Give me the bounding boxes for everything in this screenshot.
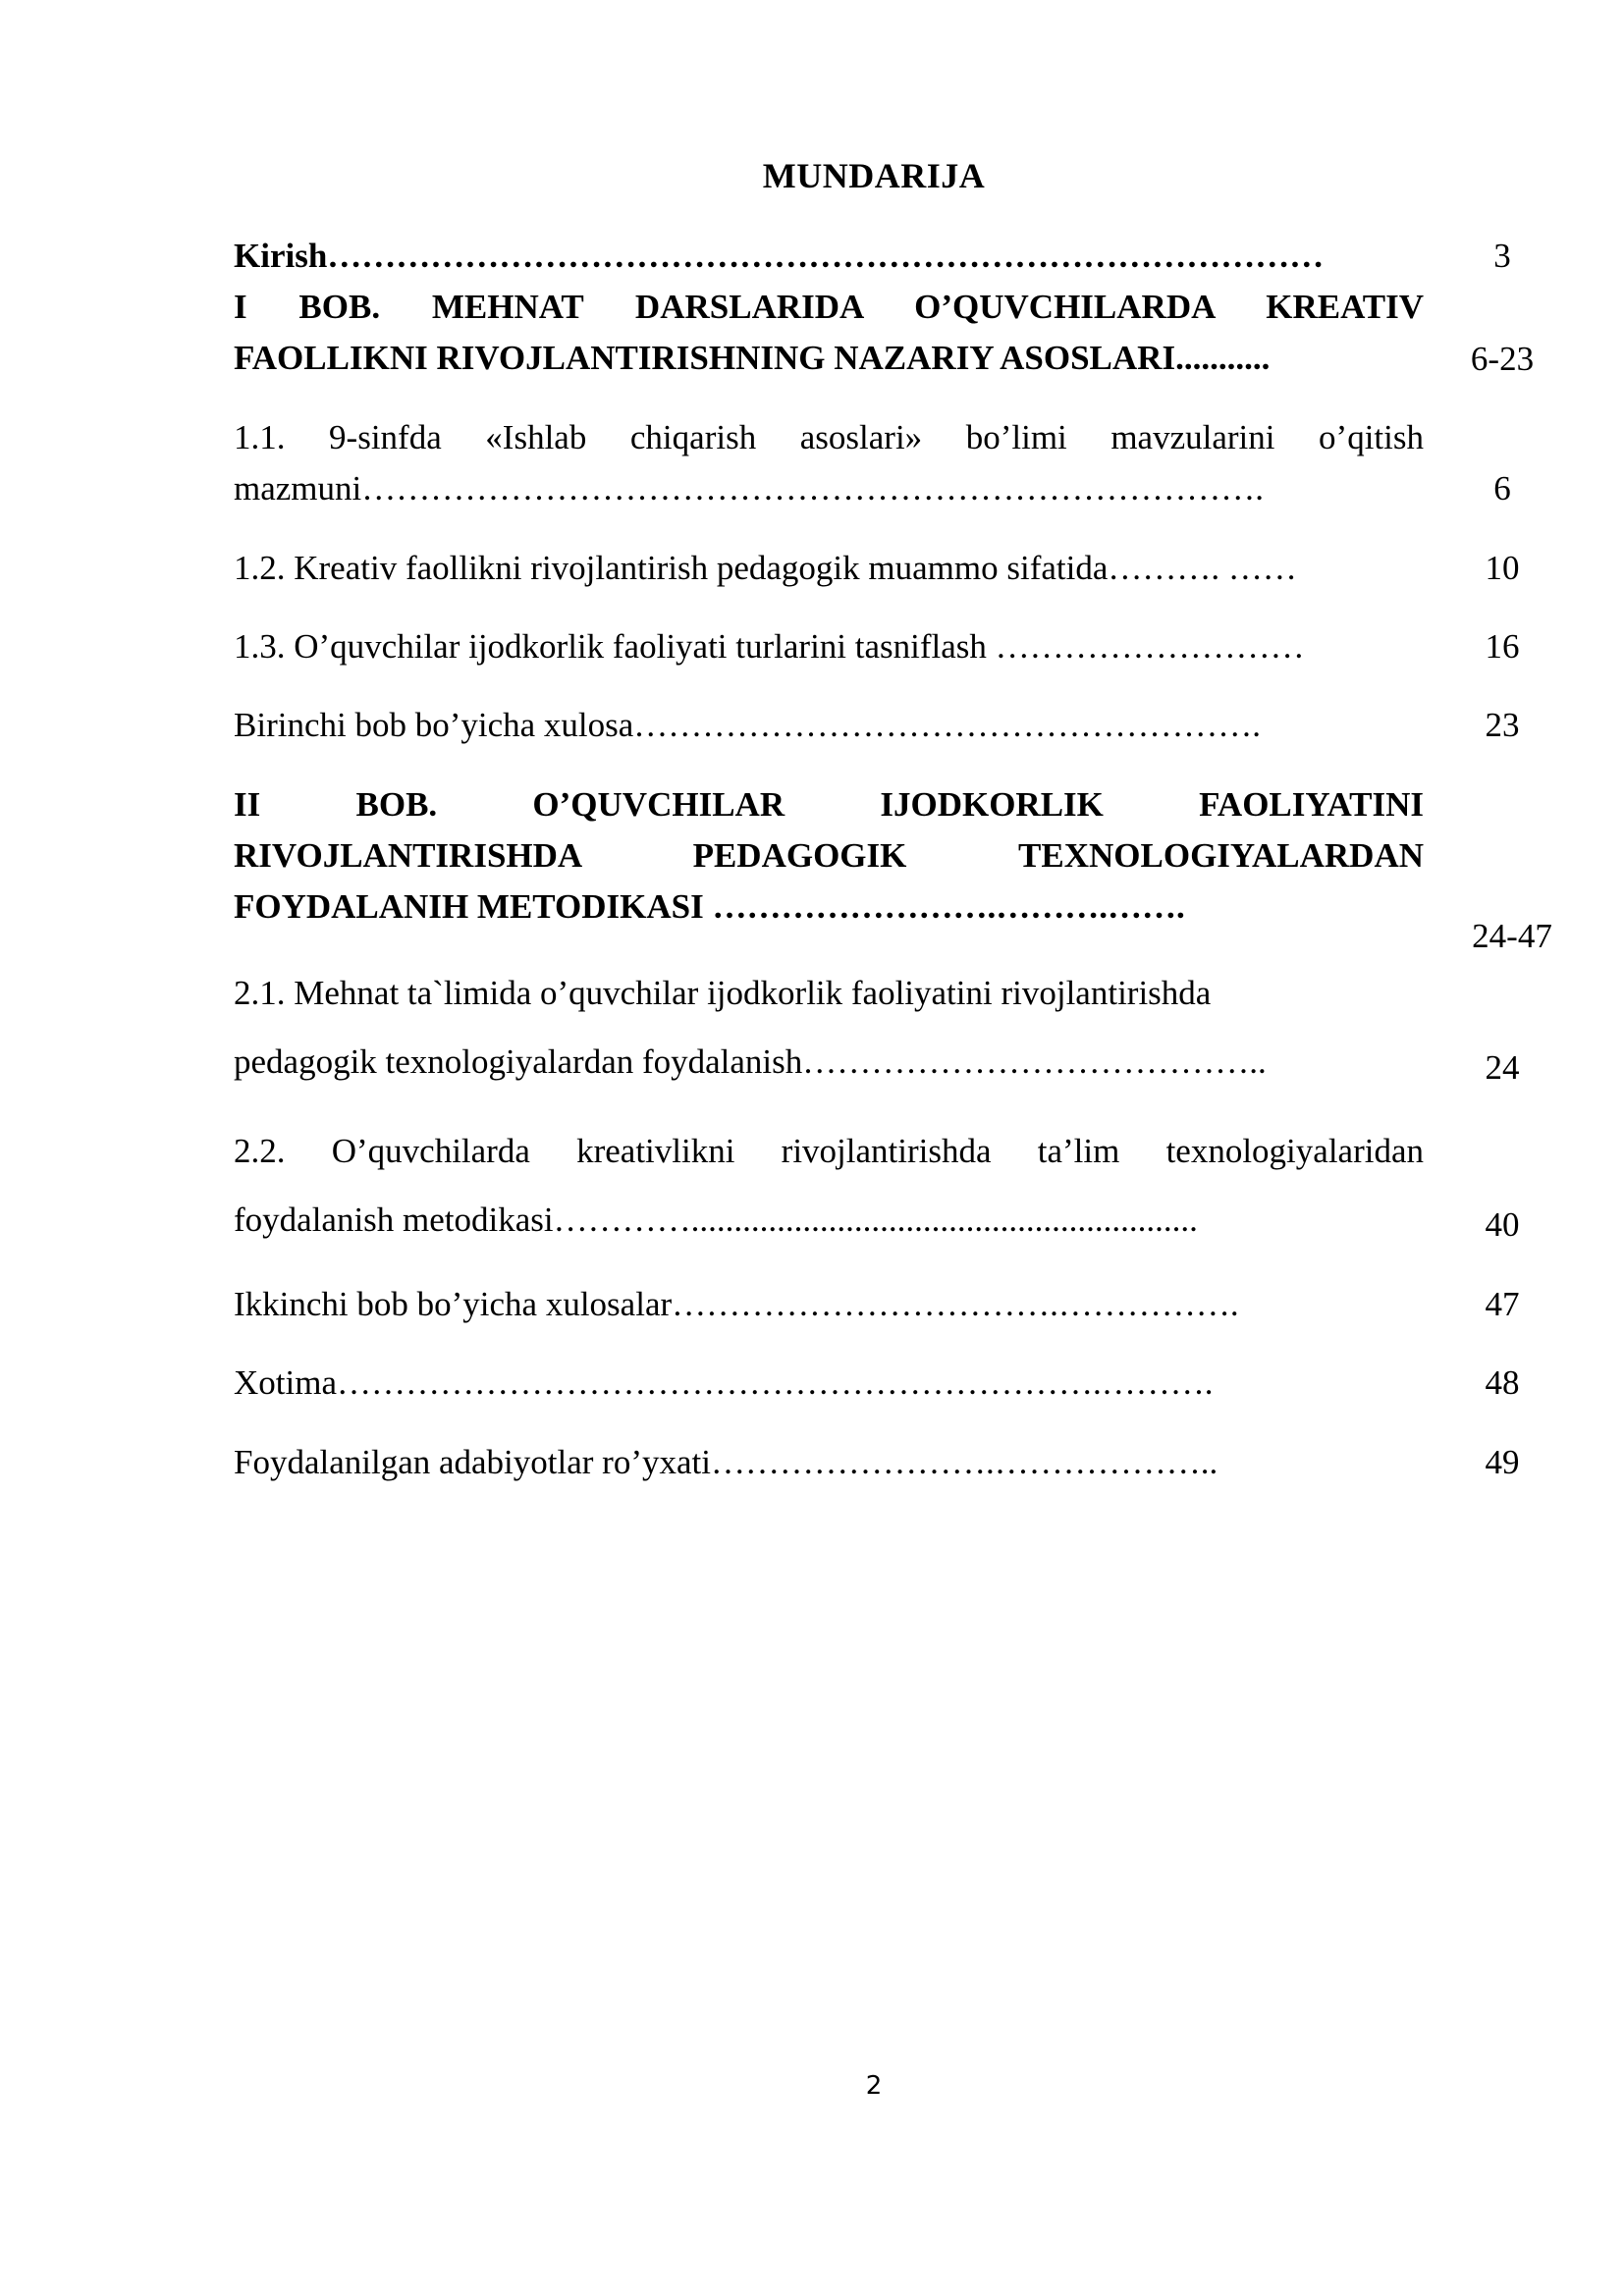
toc-page-number: 3 bbox=[1493, 237, 1511, 275]
toc-entry-text-line: II BOB. O’QUVCHILAR IJODKORLIK FAOLIYATINI bbox=[234, 785, 1424, 824]
toc-entry-text: 1.3. O’quvchilar ijodkorlik faoliyati turlarini tasniflash ……………………… bbox=[234, 627, 1305, 666]
toc-page-number: 48 bbox=[1485, 1363, 1520, 1402]
toc-page-number: 47 bbox=[1485, 1285, 1520, 1323]
page-number: 2 bbox=[865, 2071, 883, 2101]
toc-entry-1-2 bbox=[234, 543, 1424, 594]
toc-entry-text: Foydalanilgan adabiyotlar ro’yxati…………………….……………….. bbox=[234, 1443, 1218, 1481]
toc-page-number: 49 bbox=[1485, 1443, 1520, 1481]
toc-entry-text-line: mazmuni……………………………………………………………………. bbox=[234, 469, 1264, 507]
toc-entry-text: 1.2. Kreativ faollikni rivojlantirish pedagogik muammo sifatida………. …… bbox=[234, 549, 1297, 587]
toc-entry-text: Ikkinchi bob bo’yicha xulosalar…………………………….……………. bbox=[234, 1285, 1239, 1323]
toc-entry-text-line: I BOB. MEHNAT DARSLARIDA O’QUVCHILARDA KREATIV bbox=[234, 288, 1424, 326]
toc-entry-1-3 bbox=[234, 621, 1424, 672]
toc-entry-text: Kirish…………………………………………………………………………… bbox=[234, 237, 1325, 275]
toc-entry-text: Xotima………………………………………………………….………. bbox=[234, 1363, 1214, 1402]
toc-page-number: 40 bbox=[1485, 1205, 1520, 1244]
toc-entry-text-line: 2.1. Mehnat ta`limida o’quvchilar ijodkorlik faoliyatini rivojlantirishda bbox=[234, 974, 1212, 1012]
toc-entry-text-line: 2.2. O’quvchilarda kreativlikni rivojlantirishda ta’lim texnologiyalaridan bbox=[234, 1132, 1424, 1170]
toc-entry-text-line: RIVOJLANTIRISHDA PEDAGOGIK TEXNOLOGIYALARDAN bbox=[234, 836, 1424, 875]
toc-entry-kirish bbox=[234, 231, 1424, 282]
toc-page-number: 24-47 bbox=[1472, 917, 1552, 955]
toc-entry-1-1 bbox=[234, 412, 1424, 514]
toc-entry-chapter-2-conclusion bbox=[234, 1279, 1424, 1330]
toc-page-number: 10 bbox=[1485, 549, 1520, 587]
toc-entry-chapter-1-conclusion bbox=[234, 700, 1424, 751]
toc-page-number: 6 bbox=[1493, 469, 1511, 507]
toc-entry-chapter-1 bbox=[234, 282, 1424, 384]
toc-entry-text-line: pedagogik texnologiyalardan foydalanish………………………………….. bbox=[234, 1042, 1267, 1081]
toc-page-number: 24 bbox=[1485, 1048, 1520, 1087]
toc-entry-text-line: FAOLLIKNI RIVOJLANTIRISHNING NAZARIY ASOSLARI........... bbox=[234, 339, 1271, 377]
toc-title: MUNDARIJA bbox=[762, 156, 986, 195]
toc-entry-text-line: foydalanish metodikasi…………........................................................... bbox=[234, 1201, 1198, 1239]
toc-entry-xotima bbox=[234, 1358, 1424, 1409]
toc-page-number: 16 bbox=[1485, 627, 1520, 666]
toc-entry-text-line: 1.1. 9-sinfda «Ishlab chiqarish asoslari» bo’limi mavzularini o’qitish bbox=[234, 418, 1424, 456]
toc-page-number: 6-23 bbox=[1470, 340, 1535, 378]
toc-entry-text-line: FOYDALANIH METODIKASI …………………….……….……. bbox=[234, 887, 1185, 926]
toc-entry-text: Birinchi bob bo’yicha xulosa………………………………………………. bbox=[234, 706, 1262, 744]
toc-entry-2-2 bbox=[234, 1117, 1424, 1255]
toc-entry-chapter-2 bbox=[234, 779, 1424, 933]
toc-page-number: 23 bbox=[1485, 706, 1520, 744]
toc-entry-2-1 bbox=[234, 959, 1424, 1096]
toc-entry-bibliography bbox=[234, 1437, 1424, 1488]
